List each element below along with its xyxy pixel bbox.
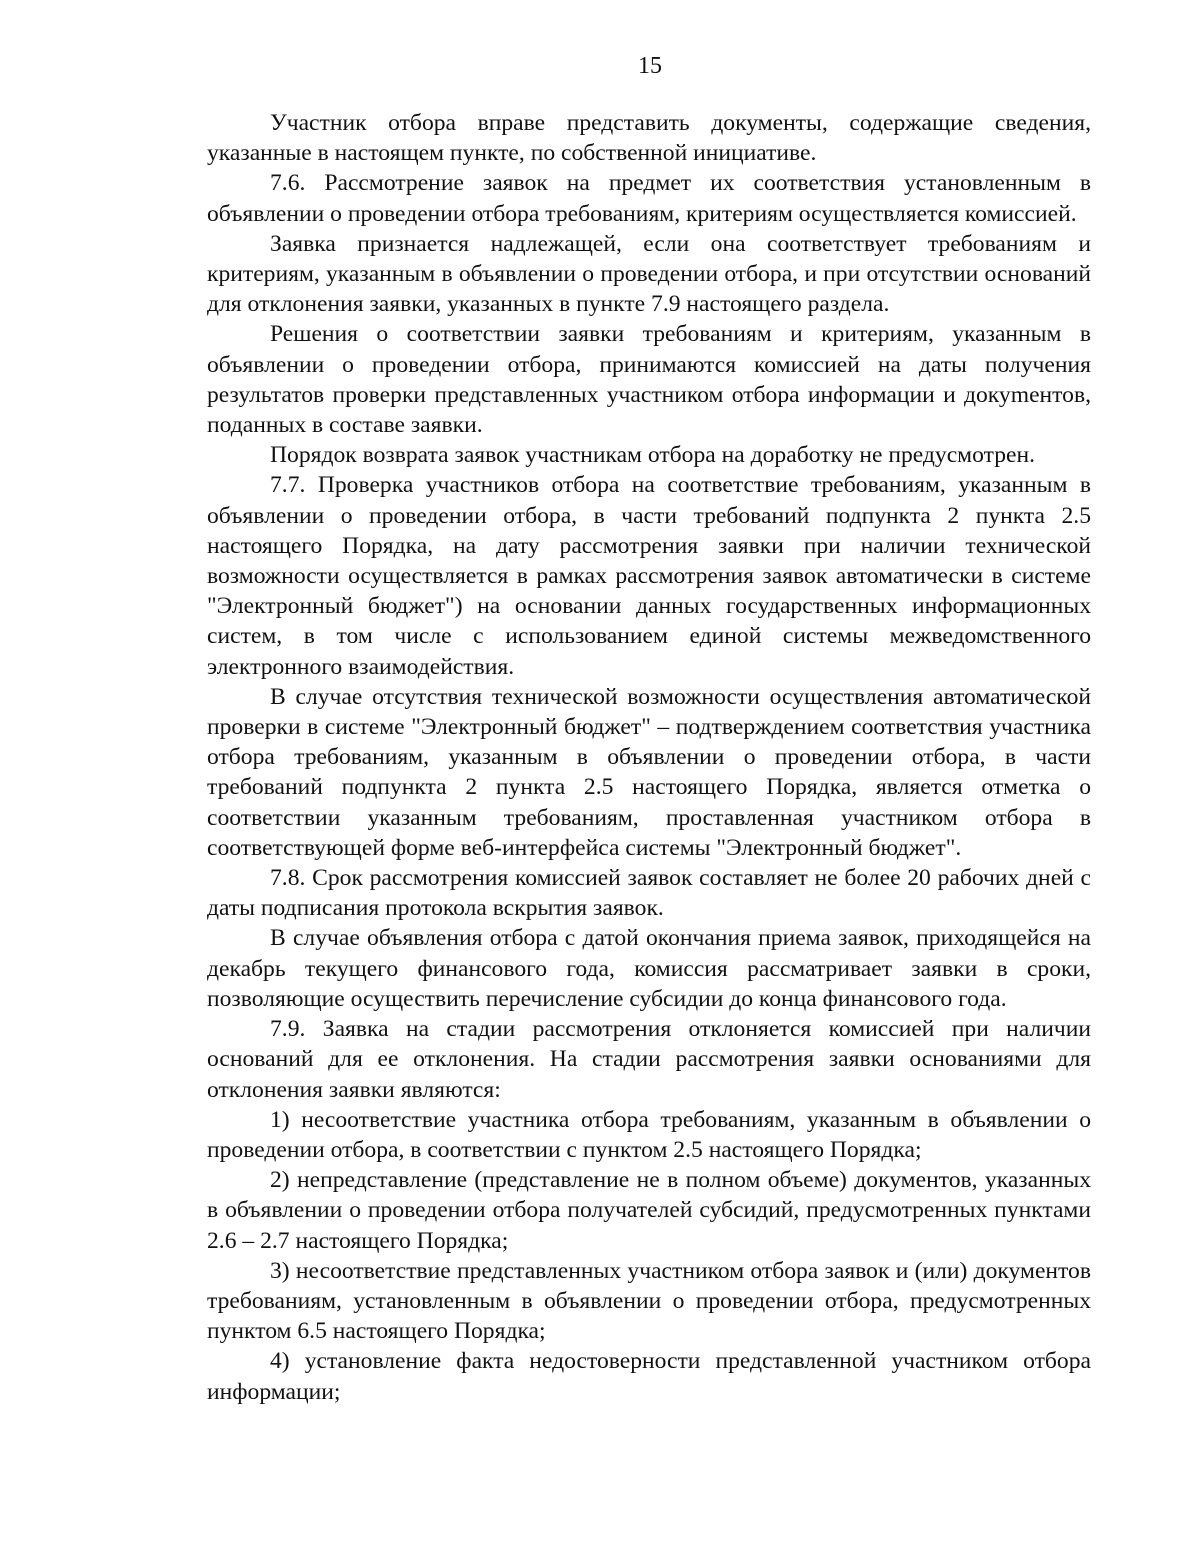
paragraph: Порядок возврата заявок участникам отбора на доработку не предусмотрен. xyxy=(270,442,1035,469)
paragraph: Участник отбора вправе представить документы, содержащие сведения, указанные в настоящем пункте, по собственной инициативе. xyxy=(207,110,1091,167)
list-item: 3) несоответствие представленных участником отбора заявок и (или) документов требованиям, установленным в объявлении о проведении отбора, предусмотренных пунктом 6.5 настоящего Порядка; xyxy=(207,1257,1091,1345)
paragraph: 7.9. Заявка на стадии рассмотрения отклоняется комиссией при наличии оснований для ее отклонения. На стадии рассмотрения заявки основаниями для отклонения заявки являются: xyxy=(207,1016,1091,1103)
paragraph: Заявка признается надлежащей, если она соответствует требованиям и критериям, указанным в объявлении о проведении отбора, и при отсутствии оснований для отклонения заявки, указанных в пункте 7.9 настоящего раздела. xyxy=(207,230,1091,318)
paragraph: 7.8. Срок рассмотрения комиссией заявок составляет не более 20 рабочих дней с даты подписания протокола вскрытия заявок. xyxy=(207,865,1091,922)
paragraph: В случае отсутствия технической возможности осуществления автоматической проверки в системе "Электронный бюджет" – подтверждением соответствия участника отбора требованиям, указанным в объявлении о проведении отбора, в части требований подпункта 2 пункта 2.5 настоящего Порядка, является отметка о соответствии указанным требованиям, проставленная участником отбора в соответствующей форме веб-интерфейса системы "Электронный бюджет". xyxy=(207,683,1091,861)
paragraph: 7.6. Рассмотрение заявок на предмет их соответствия установленным в объявлении о проведении отбора требованиям, критериям осуществляется комиссией. xyxy=(207,170,1091,227)
list-item: 4) установление факта недостоверности представленной участником отбора информации; xyxy=(207,1348,1091,1405)
page-number: 15 xyxy=(638,53,662,79)
list-item: 2) непредставление (представление не в полном объеме) документов, указанных в объявлении о проведении отбора получателей субсидий, предусмотренных пунктами 2.6 – 2.7 настоящего Порядка; xyxy=(207,1167,1091,1254)
paragraph: 7.7. Проверка участников отбора на соответствие требованиям, указанным в объявлении о проведении отбора, в части требований подпункта 2 пункта 2.5 настоящего Порядка, на дату рассмотрения заявки при наличии технической возможности осуществляется в рамках рассмотрения заявок автоматически в системе "Электронный бюджет") на основании данных государственных информационных систем, в том числе с использованием единой системы межведомственного электронного взаимодействия. xyxy=(207,472,1091,680)
document-body xyxy=(207,108,1091,1407)
paragraph: В случае объявления отбора с датой окончания приема заявок, приходящейся на декабрь текущего финансового года, комиссия рассматривает заявки в сроки, позволяющие осуществить перечисление субсидии до конца финансового года. xyxy=(207,925,1091,1012)
paragraph: Решения о соответствии заявки требованиям и критериям, указанным в объявлении о проведении отбора, принимаются комиссией на даты получения результатов проверки представленных участником отбора информации и докуmентов, поданных в составе заявки. xyxy=(207,321,1091,439)
list-item: 1) несоответствие участника отбора требованиям, указанным в объявлении о проведении отбора, в соответствии с пунктом 2.5 настоящего Порядка; xyxy=(207,1106,1091,1163)
